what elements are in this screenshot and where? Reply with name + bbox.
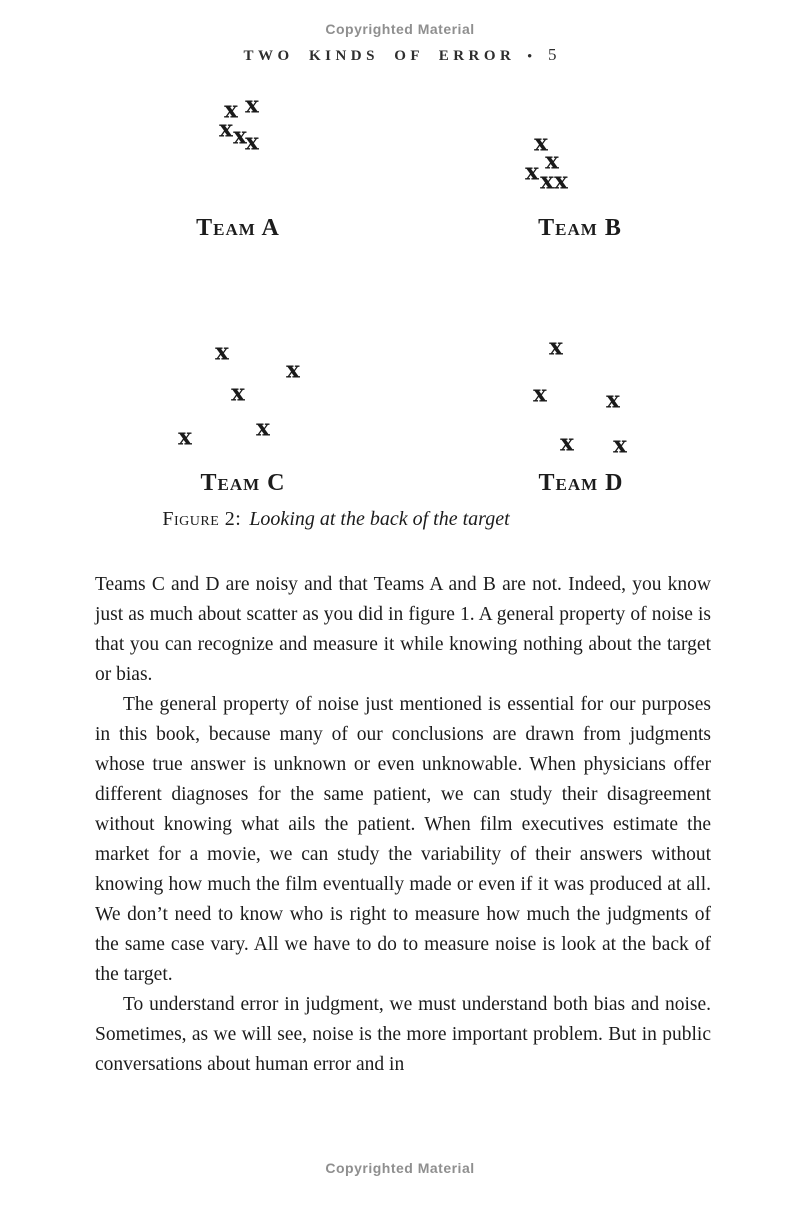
- team-label-c: Team C: [200, 470, 286, 496]
- scatter-x-mark: x: [545, 147, 559, 175]
- scatter-x-mark: x: [219, 115, 233, 143]
- paragraph-2: The general property of noise just mentioned is essential for our purposes in this book, because many of our conclusions are drawn from judgments whose true answer is unknown or even unknowable. When physicians offer different diagnoses for the same patient, we can study their disagreement without knowing what ails the patient. When film executives estimate the market for a movie, we can study the variability of their answers without knowing how much the film eventually made or even if it was produced at all. We don’t need to know who is right to measure how much the judgments of the same case vary. All we have to do to measure noise is look at the back of the target.: [95, 694, 711, 985]
- scatter-x-mark: x: [549, 333, 563, 361]
- scatter-x-mark: x: [245, 128, 259, 156]
- scatter-x-mark: x: [224, 96, 238, 124]
- scatter-x-mark: x: [540, 167, 554, 195]
- scatter-x-mark: x: [606, 386, 620, 414]
- running-head-title: TWO KINDS OF ERROR: [243, 48, 516, 64]
- copyright-notice-top: Copyrighted Material: [325, 21, 475, 37]
- paragraph-1: Teams C and D are noisy and that Teams A and B are not. Indeed, you know just as much about scatter as you did in figure 1. A general property of noise is that you can recognize and measure it while knowing nothing about the target or bias.: [95, 574, 711, 685]
- page-number: 5: [547, 45, 557, 64]
- bullet-separator: •: [527, 48, 532, 63]
- scatter-x-mark: x: [534, 129, 548, 157]
- team-label-b: Team B: [538, 215, 622, 241]
- figure-caption-label: Figure 2:: [162, 508, 242, 530]
- figure-scatter: [0, 0, 800, 545]
- scatter-x-mark: x: [231, 379, 245, 407]
- scatter-x-mark: x: [178, 423, 192, 451]
- scatter-x-mark: x: [560, 429, 574, 457]
- figure-caption-text: Looking at the back of the target: [249, 508, 510, 530]
- copyright-notice-bottom: Copyrighted Material: [325, 1160, 475, 1176]
- body-text: [95, 570, 711, 1080]
- scatter-x-mark: x: [256, 414, 270, 442]
- scatter-x-mark: x: [286, 356, 300, 384]
- scatter-x-mark: x: [554, 167, 568, 195]
- scatter-x-mark: x: [233, 122, 247, 150]
- team-label-a: Team A: [196, 215, 280, 241]
- scatter-x-mark: x: [245, 91, 259, 119]
- team-label-d: Team D: [538, 470, 624, 496]
- scatter-x-mark: x: [613, 431, 627, 459]
- paragraph-3: To understand error in judgment, we must understand both bias and noise. Sometimes, as we will see, noise is the more important problem. But in public conversations about human error and in: [95, 994, 711, 1075]
- scatter-x-mark: x: [215, 338, 229, 366]
- scatter-x-mark: x: [525, 158, 539, 186]
- scatter-x-mark: x: [533, 380, 547, 408]
- figure-caption: [0, 508, 672, 531]
